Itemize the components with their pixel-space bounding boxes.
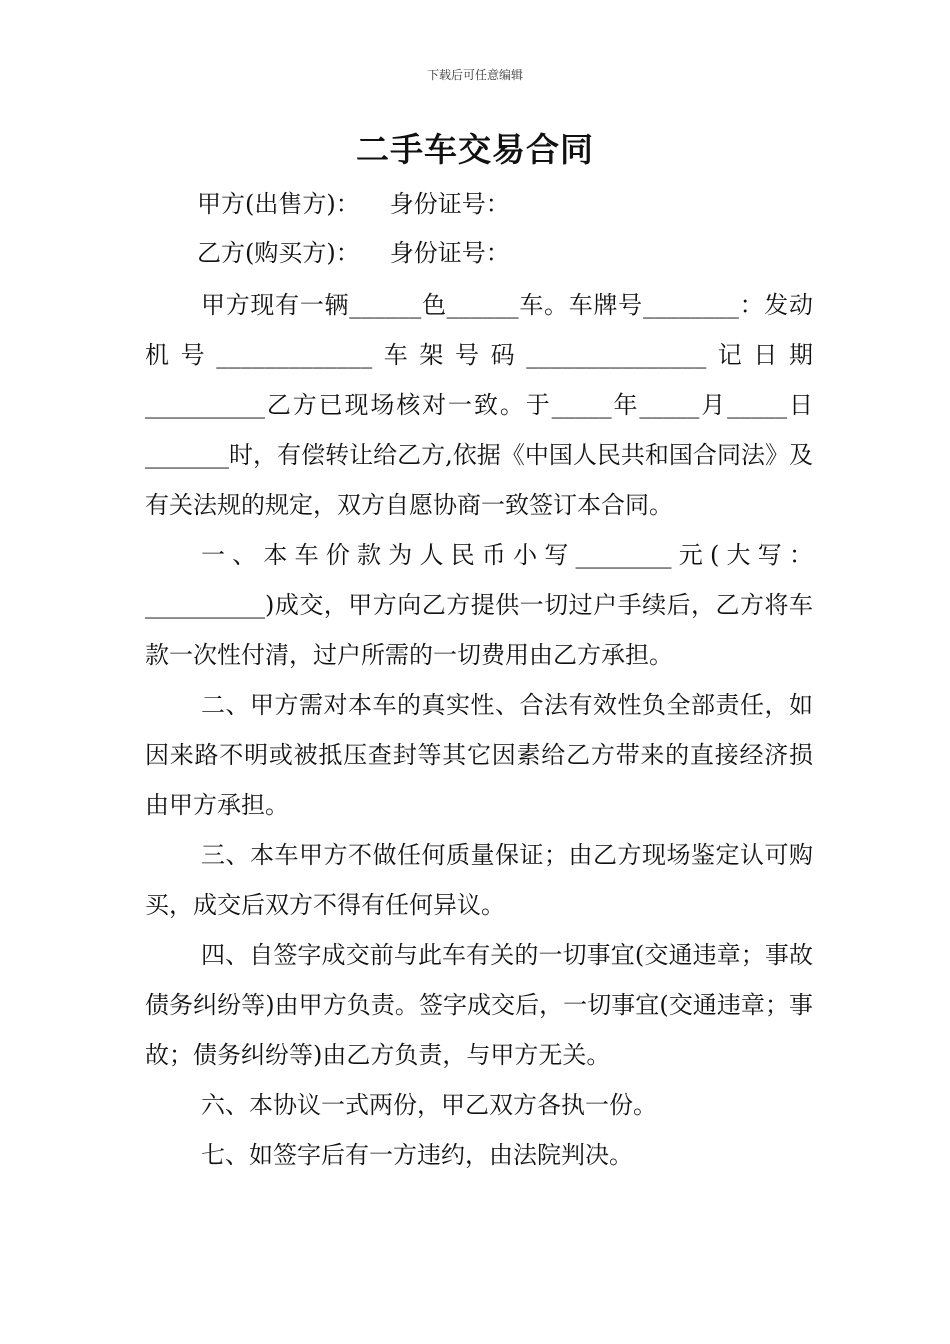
paragraph-clause-2: 二、甲方需对本车的真实性、合法有效性负全部责任，如因来路不明或被抵压查封等其它因素给乙方带来的直接经济损由甲方承担。 xyxy=(145,691,813,819)
party-b-id-label: 身份证号： xyxy=(389,239,510,267)
paragraph-clause-7: 七、如签字后有一方违约，由法院判决。 xyxy=(201,1141,633,1169)
contract-body xyxy=(145,280,813,1180)
paragraph-clause-4: 四、自签字成交前与此车有关的一切事宜(交通违章；事故债务纠纷等)由甲方负责。签字成交后，一切事宜(交通违章；事故；债务纠纷等)由乙方负责，与甲方无关。 xyxy=(145,941,813,1069)
party-a-id-label: 身份证号： xyxy=(389,190,510,218)
party-b-label: 乙方(购买方)： xyxy=(197,239,360,267)
document-title: 二手车交易合同 xyxy=(356,130,594,169)
paragraph-clause-1: 一、本车价款为人民币小写________元(大写：__________)成交，甲方向乙方提供一切过户手续后，乙方将车款一次性付清，过户所需的一切费用由乙方承担。 xyxy=(145,541,813,669)
header-note: 下载后可任意编辑 xyxy=(426,68,523,82)
paragraph-intro: 甲方现有一辆______色______车。车牌号________：发动机号_____________车架号码_______________记日期__________乙方已现场核对一致。于_____年_____月_____日_______时，有偿转让给乙方,依据《中国人民共和国合同法》及有关法规的规定，双方自愿协商一致签订本合同。 xyxy=(145,291,813,519)
party-b-line xyxy=(197,233,510,268)
paragraph-clause-6: 六、本协议一式两份，甲乙双方各执一份。 xyxy=(201,1091,657,1119)
paragraph-clause-3: 三、本车甲方不做任何质量保证；由乙方现场鉴定认可购买，成交后双方不得有任何异议。 xyxy=(145,841,813,919)
party-a-label: 甲方(出售方)： xyxy=(197,190,360,218)
party-a-line xyxy=(197,184,510,219)
